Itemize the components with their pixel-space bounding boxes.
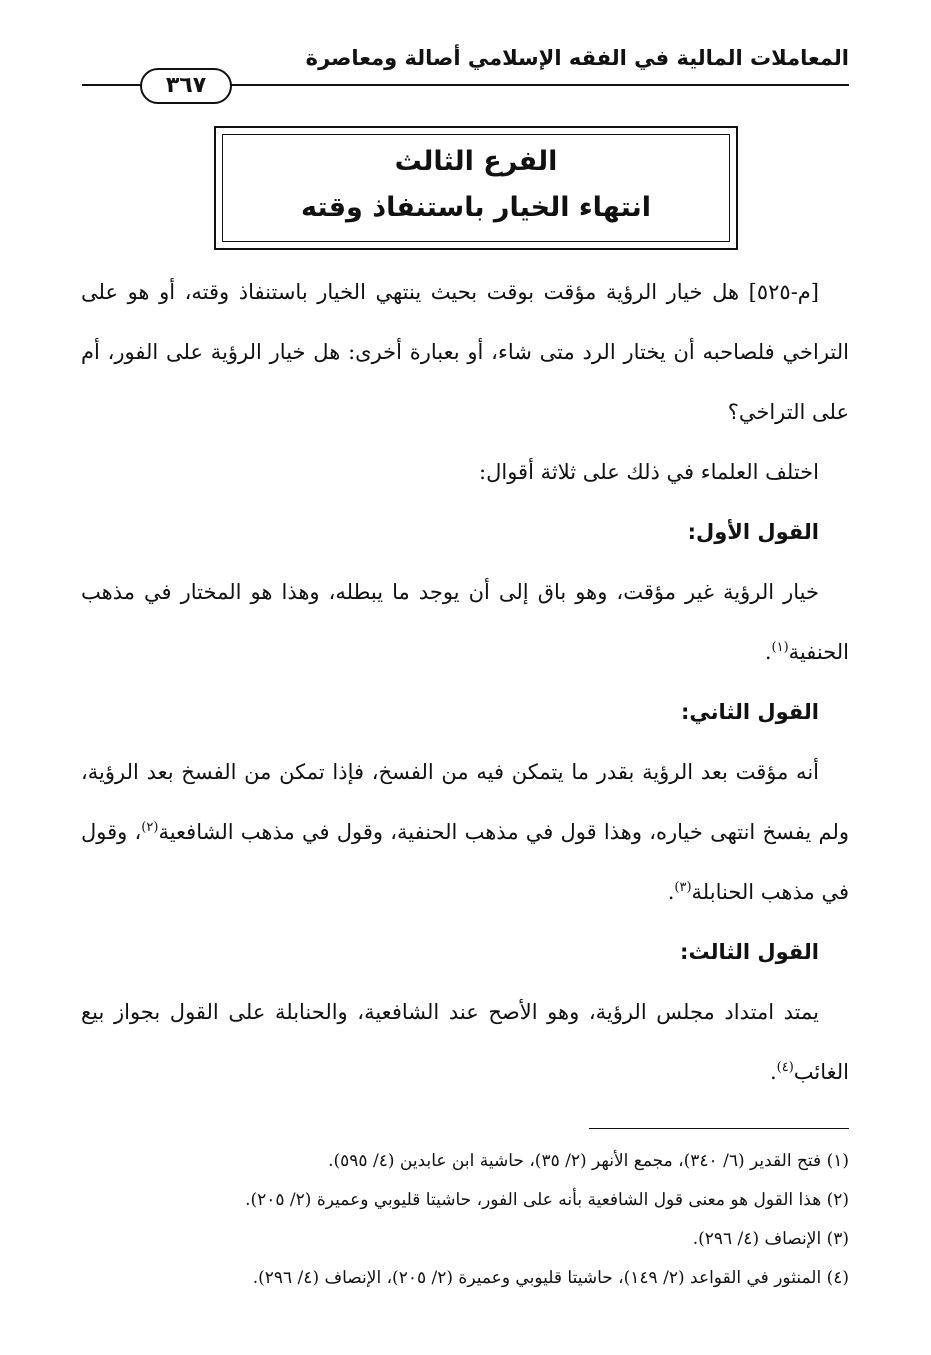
opinion-2-end: . [667,880,675,904]
opinion-3-text: يمتد امتداد مجلس الرؤية، وهو الأصح عند الشافعية، والحنابلة على القول بجواز بيع الغائب [81,1000,849,1084]
footnote-ref-3: (٣) [674,880,692,895]
page-number: ٣٦٧ [140,68,232,104]
footnote-4: (٤) المنثور في القواعد (٢/ ١٤٩)، حاشيتا قليوبي وعميرة (٢/ ٢٠٥)، الإنصاف (٤/ ٢٩٦). [252,1268,849,1288]
footnote-3: (٣) الإنصاف (٤/ ٢٩٦). [692,1229,849,1249]
opinion-2-heading: القول الثاني: [681,700,819,724]
opinion-3-paragraph [81,982,849,1102]
footnote-ref-2: (٢) [141,820,159,835]
opinion-2-text-a: أنه مؤقت بعد الرؤية بقدر ما يتمكن فيه من الفسخ، فإذا تمكن من الفسخ بعد الرؤية، ولم يفسخ انتهى خياره، وهذا قول في مذهب الحنفية، وقول في مذهب الشافعية [81,760,849,844]
intro-paragraph: [م-٥٢٥] هل خيار الرؤية مؤقت بوقت بحيث ينتهي الخيار باستنفاذ وقته، أو هو على التراخي فلصاحبه أن يختار الرد متى شاء، أو بعبارة أخرى: هل خيار الرؤية على الفور، أم على التراخي؟ [81,280,849,424]
section-title-box [214,126,738,250]
body-text [81,262,849,1102]
footnotes [81,1142,849,1298]
section-title: الفرع الثالث [394,146,558,177]
lead-paragraph: اختلف العلماء في ذلك على ثلاثة أقوال: [479,460,819,484]
opinion-1-heading: القول الأول: [687,520,819,544]
footnote-ref-1: (١) [771,640,789,655]
opinion-1-end: . [764,640,772,664]
opinion-1-text: خيار الرؤية غير مؤقت، وهو باق إلى أن يوجد ما يبطله، وهذا هو المختار في مذهب الحنفية [81,580,849,664]
running-header-title: المعاملات المالية في الفقه الإسلامي أصالة ومعاصرة [305,46,849,70]
opinion-2-text-b: ، وقول في مذهب الحنابلة [81,820,849,904]
footnote-1: (١) فتح القدير (٦/ ٣٤٠)، مجمع الأنهر (٢/ ٣٥)، حاشية ابن عابدين (٤/ ٥٩٥). [328,1151,849,1171]
footnote-2: (٢) هذا القول هو معنى قول الشافعية بأنه على الفور، حاشيتا قليوبي وعميرة (٢/ ٢٠٥). [245,1190,849,1210]
opinion-1-paragraph [81,562,849,682]
footnote-rule [589,1128,849,1129]
opinion-2-paragraph [81,742,849,922]
footnote-ref-4: (٤) [776,1060,794,1075]
section-subtitle: انتهاء الخيار باستنفاذ وقته [300,192,652,223]
opinion-3-heading: القول الثالث: [680,940,819,964]
opinion-3-end: . [769,1060,777,1084]
